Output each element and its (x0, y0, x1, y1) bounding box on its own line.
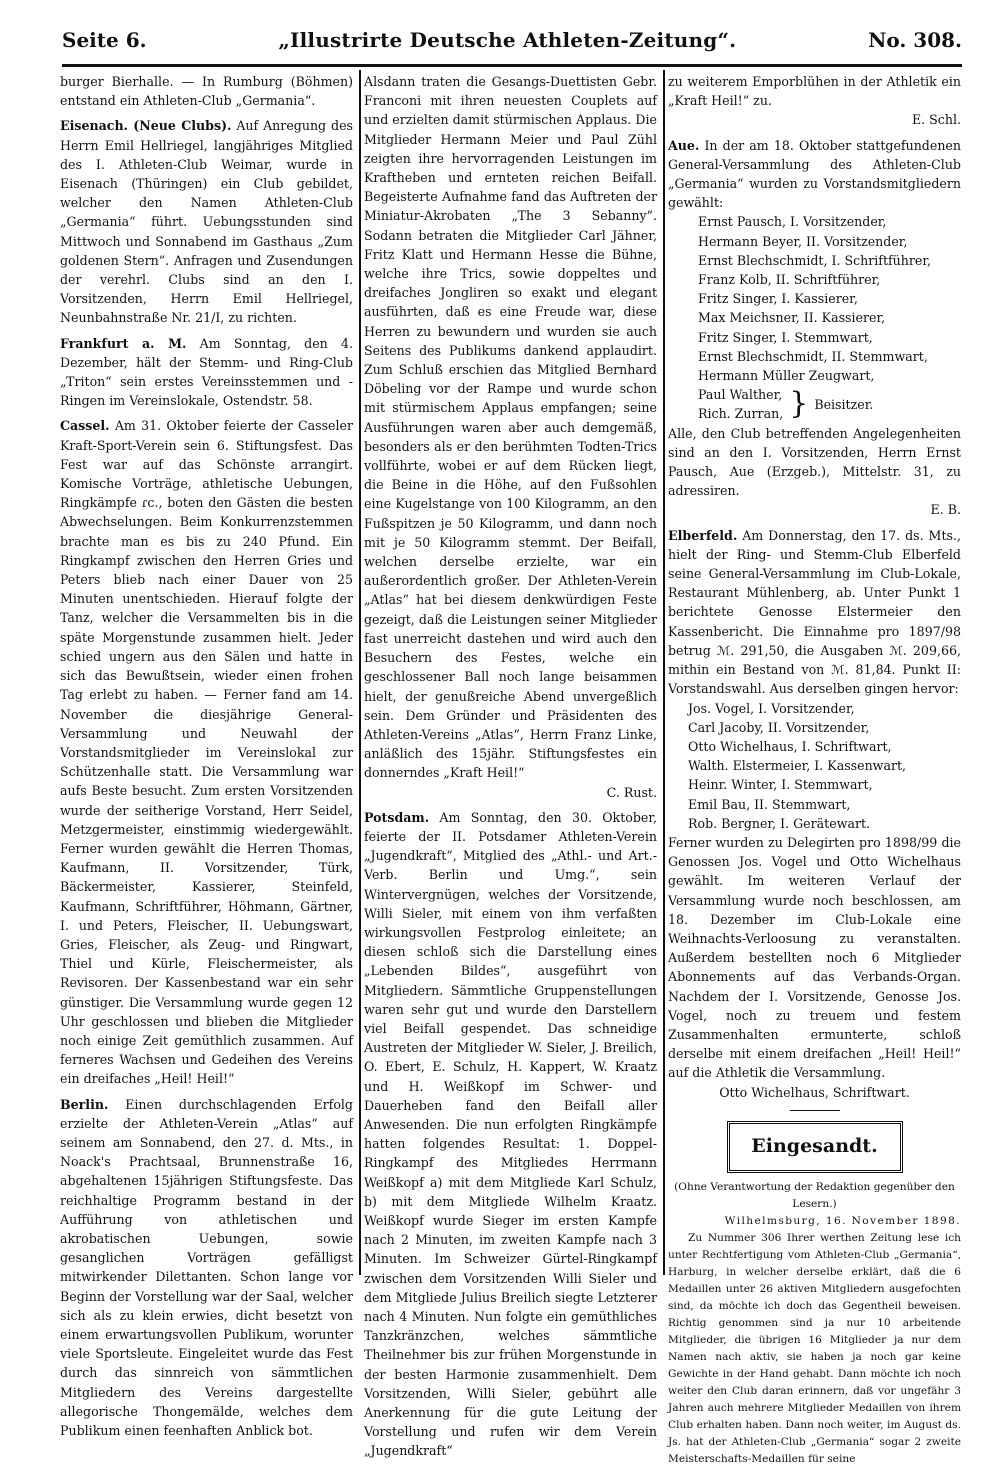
page-header (62, 28, 962, 64)
list-item: Fritz Singer, I. Stemmwart, (698, 329, 873, 345)
list-item: Walth. Elstermeier, I. Kassenwart, (688, 758, 907, 774)
signature: Otto Wichelhaus, Schriftwart. (719, 1084, 910, 1100)
list-item: Jos. Vogel, I. Vorsitzender, (688, 700, 855, 716)
list-item: Fritz Singer, I. Kassierer, (698, 291, 858, 307)
header-rule (62, 64, 962, 67)
article-body: Am 31. Oktober feierte der Casseler Kraft-Sport-Verein sein 6. Stiftungsfest. Das Fest war auf das Schönste arrangirt. Komische Vorträge, athletische Uebungen, Ringkämpfe ɾc., boten den Gästen die besten Abwechselungen. Beim Konkurrenzstemmen brachte man es bis zu 240 Pfund. Ein Ringkampf zwischen den Herren Gries und Peters blieb nach einer Dauer von 25 Minuten unentschieden. Hierauf folgte der Tanz, welcher die Versammelten bis in die späte Morgenstunde zusammen hielt. Jeder schied ungern aus den Sälen und hatte in sich das Bewußtsein, wieder einen frohen Tag erlebt zu haben. — Ferner fand am 14. November die diesjährige General-Versammlung und Neuwahl der Vorstandsmitglieder im Vereinslokal zur Schützenhalle statt. Die Versammlung war aufs Beste besucht. Zum ersten Vorsitzenden wurde der seitherige Vorstand, Herr Seidel, Metzgermeister, einstimmig wiedergewählt. Ferner wurden gewählt die Herren Thomas, Kaufmann, II. Vorsitzender, Türk, Bäckermeister, Kassierer, Steinfeld, Kaufmann, Schriftführer, Höhmann, Gärtner, I. und Peters, Fleischer, II. Uebungswart, Gries, Fleischer, als Zeug- und Ringwart, Thiel und Kürle, Fleischermeister, als Revisoren. Der Kassenbestand war ein sehr günstiger. Die Versammlung wurde gegen 12 Uhr geschlossen und blieben die Mitglieder noch einige Zeit gemüthlich zusammen. Auf ferneres Wachsen und Gedeihen des Vereins ein dreifaches „Heil! Heil!“ (60, 418, 353, 1087)
list-item: Hermann Beyer, II. Vorsitzender, (698, 233, 908, 249)
section-heading: Elberfeld. (668, 527, 738, 543)
section-box-heading (727, 1121, 903, 1173)
disclaimer: (Ohne Verantwortung der Redaktion gegenüber den Lesern.) (674, 1180, 955, 1210)
article-body: Am Sonntag, den 4. Dezember, hält der Stemm- und Ring-Club „Triton“ sein erstes Vereinsstemmen und -Ringen im Vereinslokale, Ostendstr. 58. (60, 335, 353, 409)
column-middle (364, 72, 657, 1459)
box-title: Eingesandt. (751, 1135, 878, 1158)
list-item: Hermann Müller Zeugwart, (698, 368, 875, 384)
article-frankfurt (60, 334, 353, 411)
section-heading: Potsdam. (364, 809, 430, 825)
list-item: Emil Bau, II. Stemmwart, (688, 796, 851, 812)
section-heading: Berlin. (60, 1096, 109, 1112)
article-body: Am Donnerstag, den 17. ds. Mts., hielt der Ring- und Stemm-Club Elberfeld seine General-Versammlung im Club-Lokale, Restaurant Mühlenberg, ab. Unter Punkt 1 berichtete Genosse Elstermeier den Kassenbericht. Die Einnahme pro 1897/98 betrug ℳ. 291,50, die Ausgaben ℳ. 209,66, mithin ein Bestand von ℳ. 81,84. Punkt II: Vorstandswahl. Aus derselben gingen hervor: (668, 527, 961, 697)
beisitzer-group (698, 385, 961, 423)
section-heading: Cassel. (60, 418, 110, 434)
signature: E. B. (930, 502, 961, 518)
article-berlin (60, 1095, 353, 1441)
list-item: Max Meichsner, II. Kassierer, (698, 310, 886, 326)
list-item: Ernst Blechschmidt, I. Schriftführer, (698, 252, 932, 268)
brace-glyph: } (789, 386, 809, 422)
list-item: Ernst Blechschmidt, II. Stemmwart, (698, 348, 928, 364)
issue-number: No. 308. (868, 28, 962, 52)
section-heading: Frankfurt a. M. (60, 335, 187, 351)
column-divider (359, 70, 361, 1275)
section-heading: Aue. (668, 137, 700, 153)
list-item: Carl Jacoby, II. Vorsitzender, (688, 719, 870, 735)
list-item: Otto Wichelhaus, I. Schriftwart, (688, 738, 892, 754)
signature: E. Schl. (911, 112, 961, 128)
beisitzer-label: Beisitzer. (814, 396, 874, 412)
article-body: Alle, den Club betreffenden Angelegenheiten sind an den I. Vorsitzenden, Herrn Ernst Pausch, Aue (Erzgeb.), Mittelstr. 31, zu adressiren. (668, 425, 961, 499)
article-body: In der am 18. Oktober stattgefundenen General-Versammlung des Athleten-Club „Germania“ wurden zu Vorstandsmitgliedern gewählt: (668, 137, 961, 211)
dateline: Wilhelmsburg, 16. November 1898. (724, 1214, 961, 1227)
column-divider (663, 70, 665, 1275)
article-body: Auf Anregung des Herrn Emil Hellriegel, langjähriges Mitglied des I. Athleten-Club Weimar, wurde in Eisenach (Thüringen) ein Club gebildet, welcher den Namen Athleten-Club „Germania“ führt. Uebungsstunden sind Mittwoch und Sonnabend im Gasthaus „Zum goldenen Stern“. Anfragen und Zusendungen der verehrl. Clubs sind an den I. Vorsitzenden, Herrn Emil Hellriegel, Neunbahnstraße Nr. 21/I, zu richten. (60, 118, 353, 326)
article-aue (668, 136, 961, 213)
list-item: Rich. Zurran, (698, 406, 784, 422)
column-right (668, 72, 961, 1465)
list-item: Ernst Pausch, I. Vorsitzender, (698, 214, 887, 230)
page-number-label: Seite 6. (62, 28, 147, 52)
list-item: Rob. Bergner, I. Gerätewart. (688, 815, 871, 831)
section-heading: Eisenach. (Neue Clubs). (60, 118, 232, 134)
list-item: Paul Walther, (698, 387, 783, 403)
divider-rule (790, 1110, 840, 1111)
article-body: Am Sonntag, den 30. Oktober, feierte der II. Potsdamer Athleten-Verein „Jugendkraft“, Mitglied des „Athl.- und Art.-Verb. Berlin und Umg.“, sein Wintervergnügen, welches der Vorsitzende, Willi Sieler, mit einem von ihm verfaßten wirkungsvollen Festprolog einleitete; an diesen schloß sich die Darstellung eines „Lebenden Bildes“, ausgeführt von Mitgliedern. Sämmtliche Gruppenstellungen waren sehr gut und wurde den Darstellern viel Beifall gespendet. Das schneidige Austreten der Mitglieder W. Sieler, J. Breilich, O. Ebert, E. Schulz, H. Kappert, W. Kraatz und H. Weißkopf im Schwer- und Dauerheben fand den Beifall aller Anwesenden. Die nun erfolgten Ringkämpfe hatten folgendes Resultat: 1. Doppel-Ringkampf des Mitgliedes Herrmann Weißkopf a) mit dem Mitgliede Karl Schulz, b) mit dem Mitgliede Wilhelm Kraatz. Weißkopf wurde Sieger im ersten Kampfe nach 2 Minuten, im zweiten Kampfe nach 3 Minuten. Im Schweizer Gürtel-Ringkampf zwischen dem Vorsitzenden Willi Sieler und dem Mitgliede Julius Breilich siegte Letzterer nach 4 Minuten. Nun folgte ein gemüthliches Tanzkränzchen, welches sämmtliche Theilnehmer bis zur frühen Morgenstunde in der besten Harmonie zusammenhielt. Dem Vorsitzenden, Willi Sieler, gebührt alle Anerkennung für die gute Leitung der Vorstellung und rufen wir dem Verein „Jugendkraft“ (364, 809, 657, 1459)
list-item: Heinr. Winter, I. Stemmwart, (688, 777, 873, 793)
article-cassel (60, 416, 353, 1088)
article-eisenach (60, 116, 353, 327)
article-body: Ferner wurden zu Delegirten pro 1898/99 die Genossen Jos. Vogel und Otto Wichelhaus gewählt. Im weiteren Verlauf der Versammlung wurde noch beschlossen, am 18. Dezember im Club-Lokale eine Weihnachts-Verloosung zu veranstalten. Außerdem bestellten noch 6 Mitglieder Abonnements auf das Verbands-Organ. Nachdem der I. Vorsitzende, Genosse Jos. Vogel, noch zu treuem und festem Zusammenhalten ermunterte, schloß derselbe mit einem dreifachen „Heil! Heil!“ auf die Athletik die Versammlung. (668, 834, 961, 1081)
column-left (60, 72, 353, 1439)
article-body: Einen durchschlagenden Erfolg erzielte der Athleten-Verein „Atlas“ auf seinem am Sonnabend, den 27. d. Mts., in Noack's Prachtsaal, Brunnenstraße 16, abgehaltenen 15jährigen Stiftungsfeste. Das reichhaltige Programm bestand in der Aufführung von athletischen und akrobatischen Uebungen, sowie gesanglichen Vorträgen gefälligst mitwirkender Dilettanten. Schon lange vor Beginn der Vorstellung war der Saal, welcher sich als zu klein erwies, dicht besetzt von einem erwartungsvollen Publikum, worunter viele Sportsleute. Eingeleitet wurde das Fest durch das sinnreich von sämmtlichen Mitgliedern des Vereins dargestellte allegorische Thongemälde, welches dem Publikum einen feenhaften Anblick bot. (60, 1096, 353, 1439)
newspaper-title: „Illustrirte Deutsche Athleten-Zeitung“. (278, 28, 737, 52)
letter-body: Zu Nummer 306 Ihrer werthen Zeitung lese ich unter Rechtfertigung vom Athleten-Club „Germania“, Harburg, in welcher derselbe erklärt, daß die 6 Medaillen unter 26 aktiven Mitgliedern ausgefochten sind, da möchte ich doch das Gegentheil beweisen. Richtig genommen sind ja nur 10 arbeitende Mitglieder, die übrigen 16 Mitglieder ja nur dem Namen nach aktiv, sie haben ja noch gar keine Gewichte in der Hand gehabt. Dann möchte ich noch weiter den Club daran erinnern, daß vor ungefähr 3 Jahren auch mehrere Mitglieder Medaillen von ihrem Club erhalten haben. Dann noch weiter, im August ds. Js. hat der Athleten-Club „Germania“ sogar 2 zweite Meisterschafts-Medaillen für seine (668, 1231, 961, 1465)
article-elberfeld (668, 526, 961, 699)
article-potsdam (364, 808, 657, 1461)
article-body: Alsdann traten die Gesangs-Duettisten Gebr. Franconi mit ihren neuesten Couplets auf und erzielten damit stürmischen Applaus. Die Mitglieder Hermann Meier und Paul Zühl zeigten ihre hervorragenden Leistungen im Kraftheben und ernteten reichen Beifall. Begeisterte Aufnahme fand das Auftreten der Miniatur-Akrobaten „The 3 Sebanny“. Sodann betraten die Mitglieder Carl Jähner, Fritz Klatt und Hermann Hesse die Bühne, welche ihre Trics, sowie doppeltes und dreifaches Jongliren so exakt und elegant ausführten, daß es eine Freude war, diese Herren zu bewundern und wurden sie auch Seitens des Publikums dankend applaudirt. Zum Schluß erschien das Mitglied Bernhard Döbeling vor der Rampe und wurde schon mit stürmischem Applaus empfangen; seine Ausführungen waren aber auch demgemäß, besonders als er den berühmten Todten-Trics vollführte, wobei er auf dem Rücken liegt, die Beine in die Höhe, auf den Fußsohlen eine Kugelstange von 100 Kilogramm, an den Fußspitzen je 50 Kilogramm, und dann noch mit je 50 Kilogramm stemmt. Der Beifall, welchen derselbe erzielte, war ein außerordentlich großer. Der Athleten-Verein „Atlas“ hat bei diesem denkwürdigen Feste gezeigt, daß die Leistungen seiner Mitglieder fast unerreicht dastehen und wird auch den Besuchern des Festes, welche ein geschlossener Ball noch lange beisammen hielt, der genußreiche Abend unvergeßlich sein. Dem Gründer und Präsidenten des Athleten-Vereins „Atlas“, Herrn Franz Linke, anläßlich des 15jähr. Stiftungsfestes ein donnerndes „Kraft Heil!“ (364, 74, 657, 781)
board-member-list (668, 699, 961, 833)
board-member-list (668, 212, 961, 423)
article-body: zu weiterem Emporblühen in der Athletik ein „Kraft Heil!“ zu. (668, 74, 961, 109)
list-item: Franz Kolb, II. Schriftführer, (698, 272, 881, 288)
paragraph: burger Bierhalle. — In Rumburg (Böhmen) entstand ein Athleten-Club „Germania“. (60, 74, 353, 109)
signature: C. Rust. (606, 784, 657, 800)
